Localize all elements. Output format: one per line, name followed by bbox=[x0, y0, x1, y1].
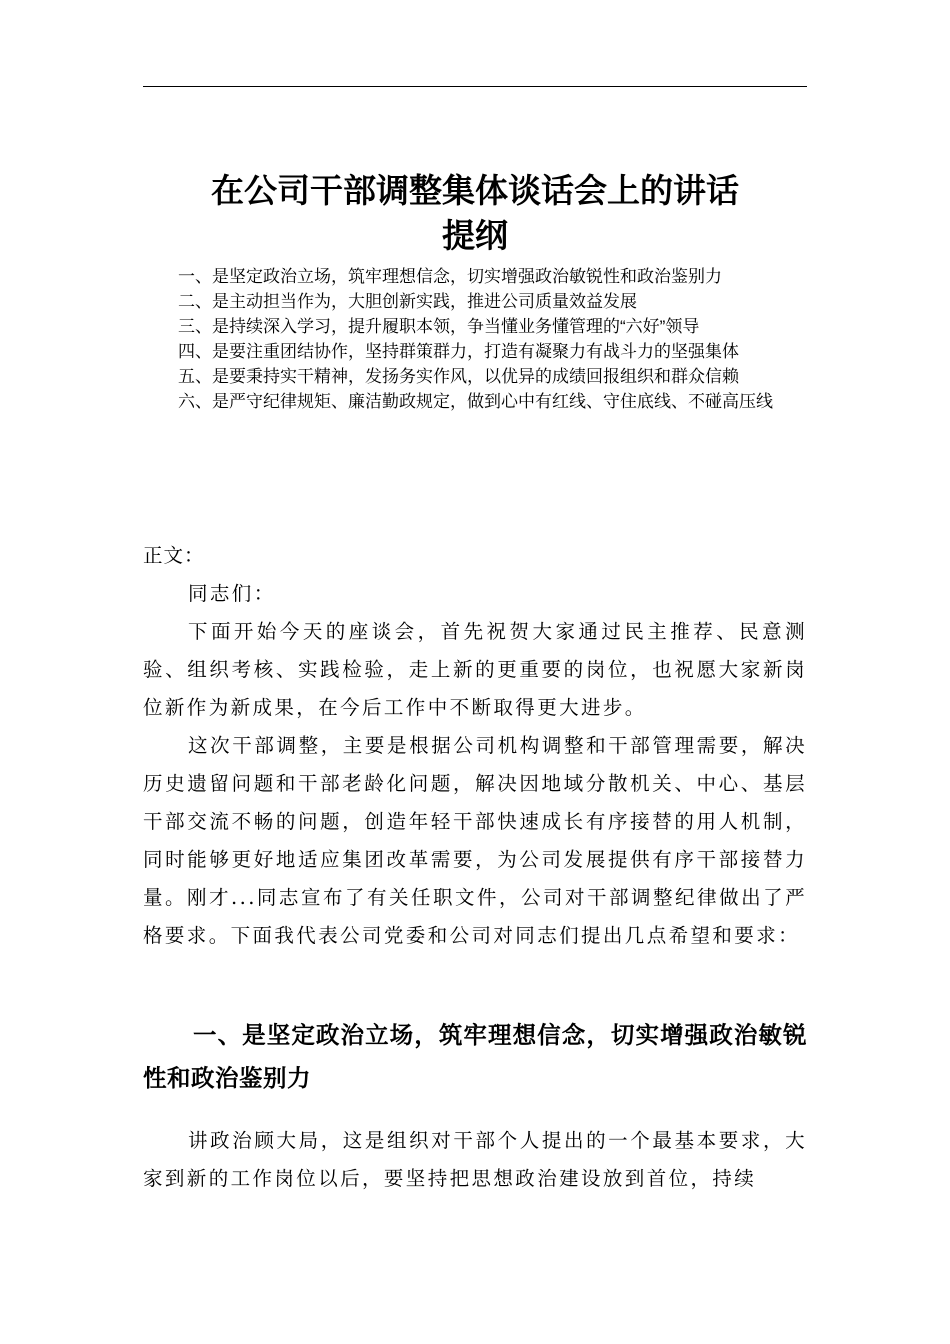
body-paragraph: 讲政治顾大局，这是组织对干部个人提出的一个最基本要求，大家到新的工作岗位以后，要坚持把思想政治建设放到首位，持续 bbox=[143, 1129, 807, 1190]
outline-item: 六、是严守纪律规矩、廉洁勤政规定，做到心中有红线、守住底线、不碰高压线 bbox=[178, 392, 773, 411]
body-paragraph: 下面开始今天的座谈会，首先祝贺大家通过民主推荐、民意测验、组织考核、实践检验，走上新的更重要的岗位，也祝愿大家新岗位新作为新成果，在今后工作中不断取得更大进步。 bbox=[143, 620, 807, 719]
outline-item: 一、是坚定政治立场，筑牢理想信念，切实增强政治敏锐性和政治鉴别力 bbox=[178, 267, 722, 286]
body-label: 正文： bbox=[143, 544, 205, 567]
section-heading: 一、是坚定政治立场，筑牢理想信念，切实增强政治敏锐性和政治鉴别力 bbox=[143, 1021, 807, 1092]
body-paragraph: 这次干部调整，主要是根据公司机构调整和干部管理需要，解决历史遗留问题和干部老龄化问题，解决因地域分散机关、中心、基层干部交流不畅的问题，创造年轻干部快速成长有序接替的用人机制，同时能够更好地适应集团改革需要，为公司发展提供有序干部接替力量。刚才...同志宣布了有关任职文件，公司对干部调整纪律做出了严格要求。下面我代表公司党委和公司对同志们提出几点希望和要求： bbox=[143, 734, 807, 947]
outline-item: 二、是主动担当作为，大胆创新实践，推进公司质量效益发展 bbox=[178, 292, 637, 311]
outline-item: 四、是要注重团结协作，坚持群策群力，打造有凝聚力有战斗力的坚强集体 bbox=[178, 342, 739, 361]
header-rule bbox=[143, 86, 807, 87]
outline-item: 三、是持续深入学习，提升履职本领，争当懂业务懂管理的“六好”领导 bbox=[178, 317, 700, 336]
greeting: 同志们： bbox=[188, 582, 276, 605]
outline-item: 五、是要秉持实干精神，发扬务实作风，以优异的成绩回报组织和群众信赖 bbox=[178, 367, 739, 386]
document-title: 在公司干部调整集体谈话会上的讲话 bbox=[211, 171, 739, 210]
document-title-line2: 提纲 bbox=[442, 216, 508, 255]
outline-list bbox=[178, 264, 808, 414]
